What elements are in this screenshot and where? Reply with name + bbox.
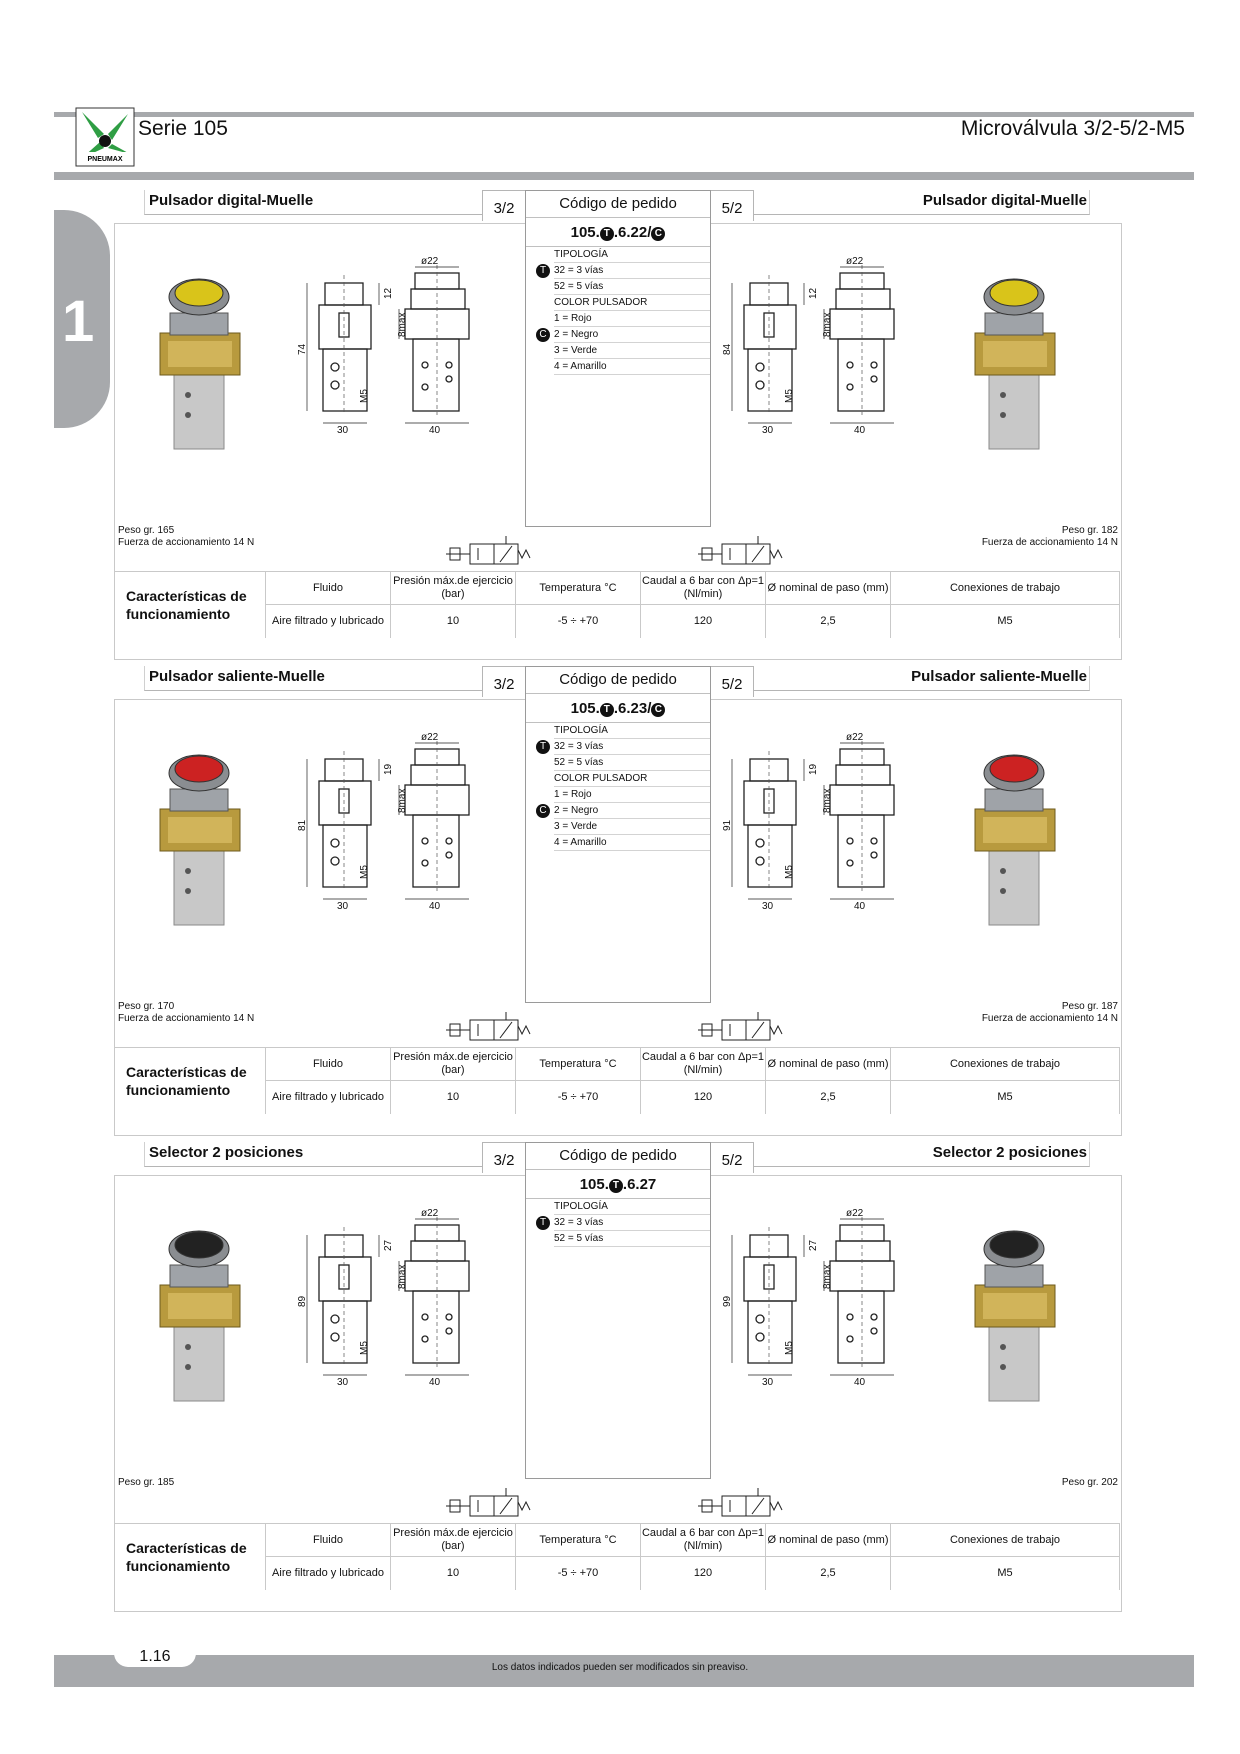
width-right-label: 40 — [854, 901, 866, 912]
right-dimension-drawing — [724, 731, 914, 911]
width-right-label: 40 — [429, 425, 441, 436]
weight-right: Peso gr. 202 — [1061, 1477, 1118, 1488]
product-section-3 — [114, 1142, 1122, 1612]
port-label: M5 — [784, 865, 795, 879]
width-left-label: 30 — [337, 425, 349, 436]
code-mid: .6.23/ — [613, 700, 652, 717]
code-t-badge-icon: T — [609, 1179, 623, 1193]
option-row — [539, 263, 710, 279]
width-left-label: 30 — [762, 425, 774, 436]
left-dimension-drawing — [299, 731, 489, 911]
width-left-label: 30 — [762, 1377, 774, 1388]
order-code-box — [525, 666, 711, 1003]
chart-header-cell: Ø nominal de paso (mm) — [766, 1048, 891, 1081]
top-dimension: 27 — [808, 1239, 819, 1251]
code-header: Código de pedido — [526, 1143, 710, 1170]
code-prefix: 105. — [579, 1176, 609, 1193]
chart-header-cell: Conexiones de trabajo — [891, 1524, 1120, 1557]
option-row — [554, 279, 710, 295]
chart-value-cell: -5 ÷ +70 — [516, 1081, 641, 1114]
option-text: 52 = 5 vías — [554, 1233, 604, 1244]
chart-value-cell: M5 — [891, 1081, 1120, 1114]
force-left: Fuerza de accionamiento 14 N — [118, 537, 255, 548]
diameter-label: ø22 — [421, 732, 439, 743]
chart-header-cell: Fluido — [266, 572, 391, 605]
title-right: Pulsador digital-Muelle — [753, 190, 1090, 215]
5-2-pneumatic-symbol — [694, 1006, 794, 1050]
chart-header-cell: Presión máx.de ejercicio (bar) — [391, 1048, 516, 1081]
diameter-label: ø22 — [846, 256, 864, 267]
force-right: Fuerza de accionamiento 14 N — [981, 537, 1118, 548]
characteristics-label: Características de funcionamiento — [114, 1524, 266, 1590]
right-dimension-drawing — [724, 255, 914, 435]
diameter-label: ø22 — [421, 1208, 439, 1219]
chart-value-cell: -5 ÷ +70 — [516, 1557, 641, 1590]
3-2-pneumatic-symbol — [442, 1482, 542, 1526]
chart-header-cell: Temperatura °C — [516, 1048, 641, 1081]
width-left-label: 30 — [337, 901, 349, 912]
chart-value-cell: 2,5 — [766, 1557, 891, 1590]
chart-header-cell: Temperatura °C — [516, 1524, 641, 1557]
option-text: TIPOLOGÍA — [554, 249, 608, 260]
weight-left: Peso gr. 185 — [118, 1477, 175, 1488]
option-row — [554, 819, 710, 835]
product-title: Microválvula 3/2-5/2-M5 — [960, 117, 1185, 140]
option-text: 3 = Verde — [554, 345, 598, 356]
page-number: 1.16 — [114, 1647, 196, 1667]
code-c-badge-icon: C — [651, 227, 665, 241]
chart-value-cell: 2,5 — [766, 605, 891, 638]
type-32-tab: 3/2 — [482, 190, 526, 221]
stroke-label: 8max — [397, 788, 408, 813]
right-dimension-drawing — [724, 1207, 914, 1387]
option-row — [554, 723, 710, 739]
option-row — [539, 1215, 710, 1231]
option-text: 2 = Negro — [554, 329, 599, 340]
chart-header-cell: Temperatura °C — [516, 572, 641, 605]
left-product-photo — [144, 751, 254, 931]
option-badge-icon: T — [536, 264, 550, 278]
top-dimension: 19 — [808, 763, 819, 775]
info-right — [982, 525, 1118, 549]
stroke-label: 8max — [397, 1264, 408, 1289]
option-badge-icon: C — [536, 328, 550, 342]
stroke-label: 8max — [397, 312, 408, 337]
option-row — [554, 1231, 710, 1247]
option-text: 32 = 3 vías — [554, 1217, 604, 1228]
type-32-tab: 3/2 — [482, 1142, 526, 1173]
order-code — [526, 694, 710, 723]
type-52-tab: 5/2 — [710, 190, 754, 221]
characteristics-label: Características de funcionamiento — [114, 572, 266, 638]
header-bottom-bar — [54, 172, 1194, 180]
code-header: Código de pedido — [526, 667, 710, 694]
chart-value-cell: 2,5 — [766, 1081, 891, 1114]
option-text: TIPOLOGÍA — [554, 1201, 608, 1212]
chapter-number: 1 — [62, 289, 95, 354]
top-dimension: 12 — [808, 287, 819, 299]
series-title: Serie 105 — [138, 117, 228, 140]
option-row — [554, 343, 710, 359]
type-52-tab: 5/2 — [710, 666, 754, 697]
right-product-photo — [959, 275, 1069, 455]
port-label: M5 — [784, 389, 795, 403]
width-right-label: 40 — [854, 1377, 866, 1388]
chart-header-cell: Fluido — [266, 1524, 391, 1557]
chart-value-cell: M5 — [891, 605, 1120, 638]
option-badge-icon: C — [536, 804, 550, 818]
weight-right: Peso gr. 187 — [1061, 1001, 1118, 1012]
chart-value-cell: Aire filtrado y lubricado — [266, 1557, 391, 1590]
option-row — [554, 359, 710, 375]
option-badge-icon: T — [536, 1216, 550, 1230]
info-left — [118, 1001, 254, 1025]
width-right-label: 40 — [854, 425, 866, 436]
width-right-label: 40 — [429, 1377, 441, 1388]
footer-note: Los datos indicados pueden ser modificados sin preaviso. — [491, 1662, 749, 1673]
info-right — [982, 1001, 1118, 1025]
diameter-label: ø22 — [846, 1208, 864, 1219]
height-dimension: 99 — [722, 1295, 733, 1307]
diameter-label: ø22 — [421, 256, 439, 267]
top-dimension: 19 — [383, 763, 394, 775]
width-left-label: 30 — [762, 901, 774, 912]
option-row — [554, 755, 710, 771]
option-text: COLOR PULSADOR — [554, 773, 648, 784]
option-text: 4 = Amarillo — [554, 837, 607, 848]
weight-left: Peso gr. 165 — [118, 525, 175, 536]
option-row — [539, 327, 710, 343]
title-left: Selector 2 posiciones — [144, 1142, 483, 1167]
option-text: 52 = 5 vías — [554, 757, 604, 768]
option-text: COLOR PULSADOR — [554, 297, 648, 308]
diameter-label: ø22 — [846, 732, 864, 743]
chart-header-cell: Presión máx.de ejercicio (bar) — [391, 1524, 516, 1557]
left-dimension-drawing — [299, 1207, 489, 1387]
code-header: Código de pedido — [526, 191, 710, 218]
code-c-badge-icon: C — [651, 703, 665, 717]
characteristics-table — [114, 571, 1120, 638]
order-code — [526, 218, 710, 247]
force-right: Fuerza de accionamiento 14 N — [981, 1013, 1118, 1024]
stroke-label: 8max — [822, 312, 833, 337]
option-text: 32 = 3 vías — [554, 741, 604, 752]
chart-header-cell: Ø nominal de paso (mm) — [766, 572, 891, 605]
3-2-pneumatic-symbol — [442, 530, 542, 574]
option-row — [539, 803, 710, 819]
chart-value-cell: 120 — [641, 1557, 766, 1590]
title-left: Pulsador saliente-Muelle — [144, 666, 483, 691]
chart-header-cell: Conexiones de trabajo — [891, 572, 1120, 605]
stroke-label: 8max — [822, 1264, 833, 1289]
port-label: M5 — [359, 865, 370, 879]
width-left-label: 30 — [337, 1377, 349, 1388]
chart-header-cell: Fluido — [266, 1048, 391, 1081]
code-t-badge-icon: T — [600, 703, 614, 717]
code-prefix: 105. — [570, 224, 600, 241]
logo-text: PNEUMAX — [87, 156, 123, 163]
option-text: 32 = 3 vías — [554, 265, 604, 276]
chart-value-cell: -5 ÷ +70 — [516, 605, 641, 638]
chart-value-cell: Aire filtrado y lubricado — [266, 605, 391, 638]
order-code — [526, 1170, 710, 1199]
option-text: 1 = Rojo — [554, 313, 592, 324]
option-text: 52 = 5 vías — [554, 281, 604, 292]
option-text: 1 = Rojo — [554, 789, 592, 800]
option-text: 4 = Amarillo — [554, 361, 607, 372]
height-dimension: 74 — [297, 343, 308, 355]
chart-value-cell: Aire filtrado y lubricado — [266, 1081, 391, 1114]
product-section-2 — [114, 666, 1122, 1136]
width-right-label: 40 — [429, 901, 441, 912]
height-dimension: 81 — [297, 819, 308, 831]
chart-value-cell: 10 — [391, 1081, 516, 1114]
option-text: 3 = Verde — [554, 821, 598, 832]
chart-header-cell: Caudal a 6 bar con Δp=1 (Nl/min) — [641, 1524, 766, 1557]
top-dimension: 27 — [383, 1239, 394, 1251]
chart-header-cell: Ø nominal de paso (mm) — [766, 1524, 891, 1557]
option-badge-icon: T — [536, 740, 550, 754]
type-32-tab: 3/2 — [482, 666, 526, 697]
chart-value-cell: 120 — [641, 1081, 766, 1114]
height-dimension: 91 — [722, 819, 733, 831]
info-left — [118, 525, 254, 549]
option-row — [554, 1199, 710, 1215]
5-2-pneumatic-symbol — [694, 1482, 794, 1526]
3-2-pneumatic-symbol — [442, 1006, 542, 1050]
option-row — [554, 835, 710, 851]
left-product-photo — [144, 1227, 254, 1407]
chart-value-cell: 10 — [391, 605, 516, 638]
left-product-photo — [144, 275, 254, 455]
chart-value-cell: 10 — [391, 1557, 516, 1590]
option-row — [554, 311, 710, 327]
option-row — [554, 247, 710, 263]
chart-header-cell: Caudal a 6 bar con Δp=1 (Nl/min) — [641, 572, 766, 605]
type-52-tab: 5/2 — [710, 1142, 754, 1173]
characteristics-table — [114, 1047, 1120, 1114]
port-label: M5 — [359, 1341, 370, 1355]
code-mid: .6.27 — [622, 1176, 657, 1193]
option-row — [554, 787, 710, 803]
port-label: M5 — [784, 1341, 795, 1355]
top-dimension: 12 — [383, 287, 394, 299]
chart-value-cell: 120 — [641, 605, 766, 638]
option-row — [554, 295, 710, 311]
option-text: 2 = Negro — [554, 805, 599, 816]
pneumax-logo — [76, 108, 134, 166]
title-left: Pulsador digital-Muelle — [144, 190, 483, 215]
chart-header-cell: Presión máx.de ejercicio (bar) — [391, 572, 516, 605]
title-right: Pulsador saliente-Muelle — [753, 666, 1090, 691]
order-code-box — [525, 1142, 711, 1479]
code-mid: .6.22/ — [613, 224, 652, 241]
option-row — [539, 739, 710, 755]
chart-value-cell: M5 — [891, 1557, 1120, 1590]
5-2-pneumatic-symbol — [694, 530, 794, 574]
stroke-label: 8max — [822, 788, 833, 813]
order-code-box — [525, 190, 711, 527]
option-row — [554, 771, 710, 787]
port-label: M5 — [359, 389, 370, 403]
product-section-1 — [114, 190, 1122, 660]
code-prefix: 105. — [570, 700, 600, 717]
height-dimension: 84 — [722, 343, 733, 355]
chart-header-cell: Caudal a 6 bar con Δp=1 (Nl/min) — [641, 1048, 766, 1081]
code-t-badge-icon: T — [600, 227, 614, 241]
weight-right: Peso gr. 182 — [1061, 525, 1118, 536]
option-text: TIPOLOGÍA — [554, 725, 608, 736]
info-left — [118, 1477, 174, 1489]
right-product-photo — [959, 751, 1069, 931]
characteristics-label: Características de funcionamiento — [114, 1048, 266, 1114]
chart-header-cell: Conexiones de trabajo — [891, 1048, 1120, 1081]
info-right — [1062, 1477, 1118, 1489]
right-product-photo — [959, 1227, 1069, 1407]
title-right: Selector 2 posiciones — [753, 1142, 1090, 1167]
height-dimension: 89 — [297, 1295, 308, 1307]
force-left: Fuerza de accionamiento 14 N — [118, 1013, 255, 1024]
weight-left: Peso gr. 170 — [118, 1001, 175, 1012]
characteristics-table — [114, 1523, 1120, 1590]
left-dimension-drawing — [299, 255, 489, 435]
